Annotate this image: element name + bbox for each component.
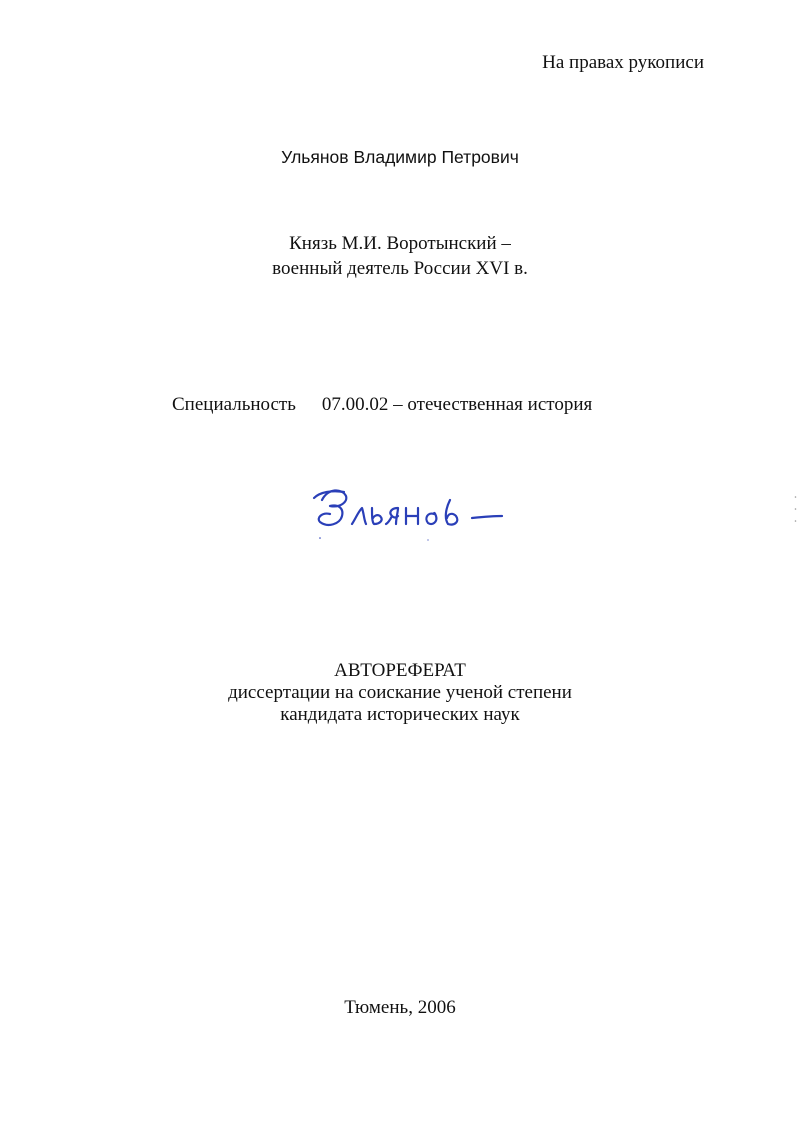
specialty-code: 07.00.02 – отечественная история (321, 394, 593, 415)
degree-line-1: диссертации на соискание ученой степени (228, 682, 572, 703)
dissertation-title-line-1: Князь М.И. Воротынский – (289, 233, 511, 254)
degree-line-2: кандидата исторических наук (280, 704, 520, 725)
city-and-year: Тюмень, 2006 (344, 997, 456, 1018)
abstract-heading: АВТОРЕФЕРАТ (334, 660, 466, 681)
handwritten-signature (300, 478, 510, 548)
manuscript-rights-note: На правах рукописи (542, 52, 704, 73)
dissertation-title-line-2: военный деятель России XVI в. (272, 258, 528, 279)
specialty-label: Специальность (172, 394, 296, 415)
author-name: Ульянов Владимир Петрович (281, 147, 519, 167)
specialty-line (172, 394, 592, 416)
scan-edge-marks (794, 495, 797, 525)
